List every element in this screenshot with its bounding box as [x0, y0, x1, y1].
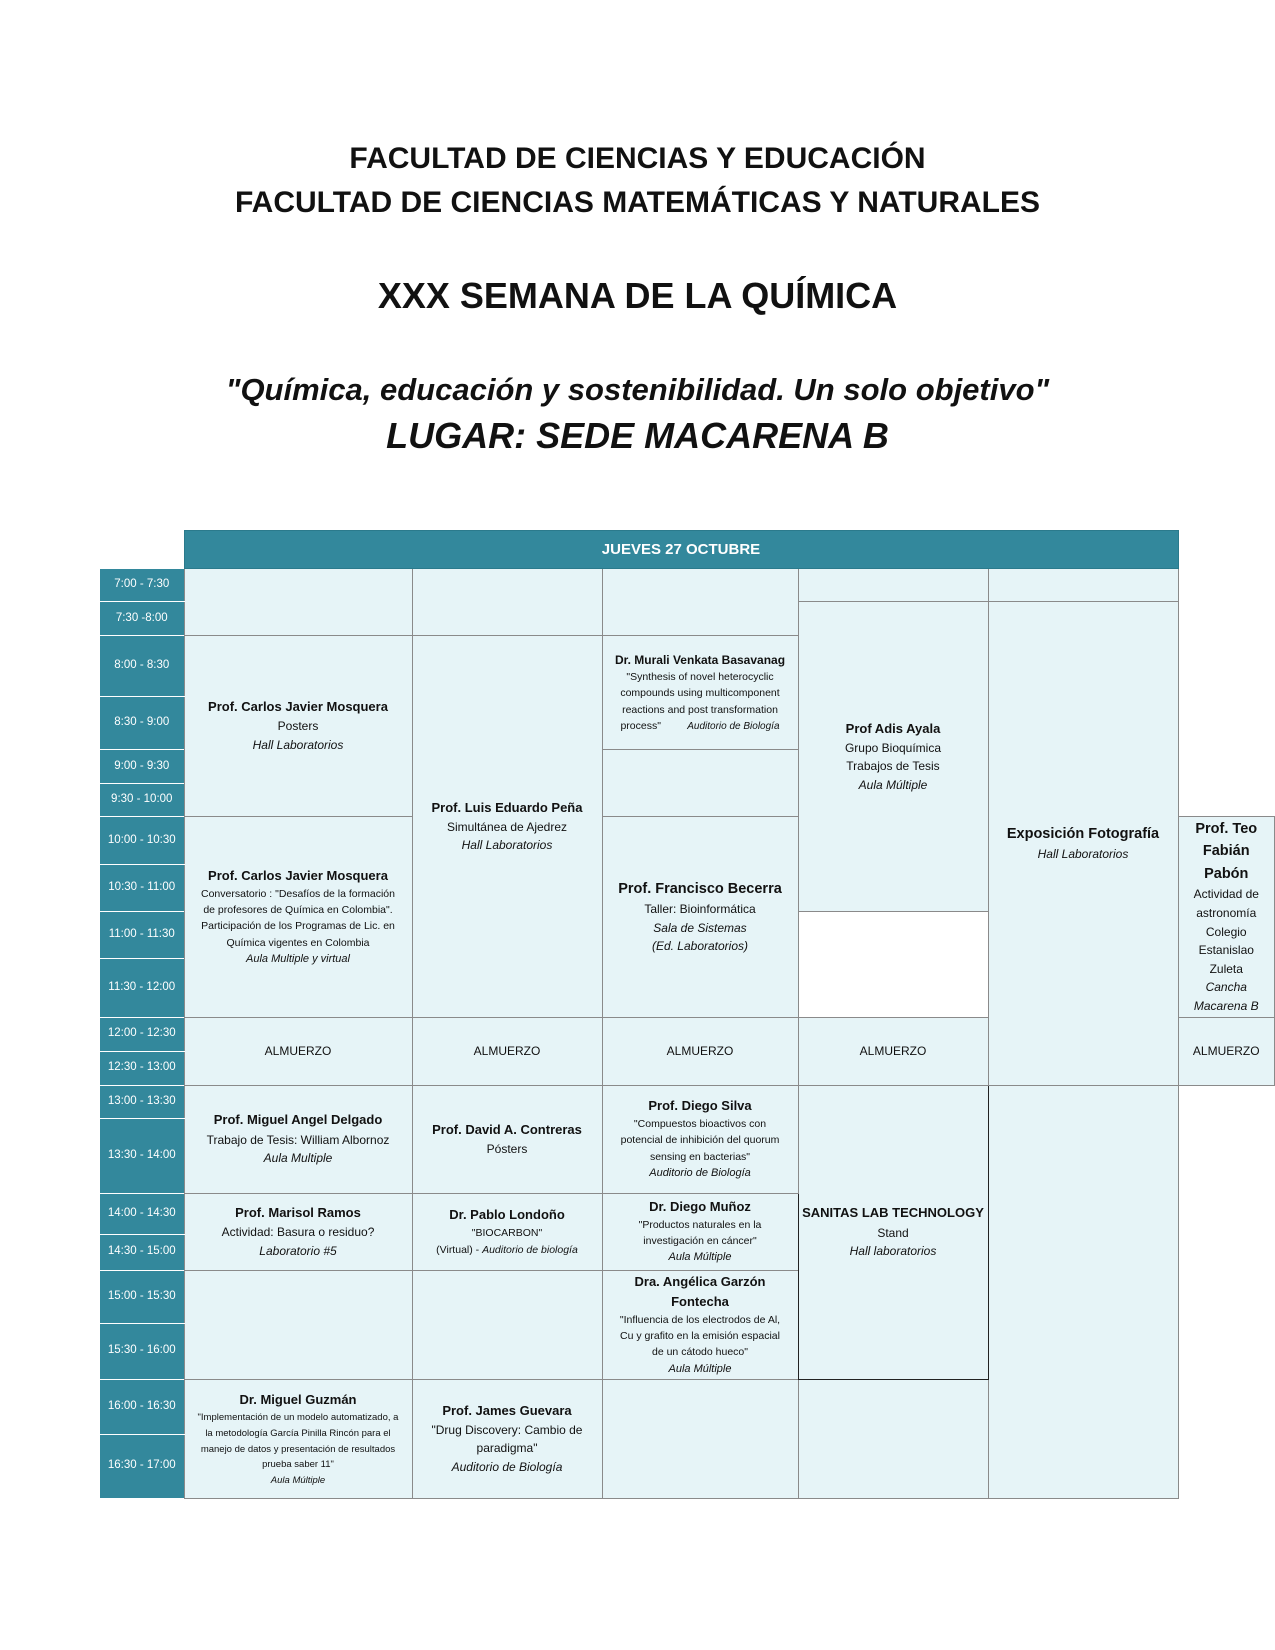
event-speaker: Prof. Marisol Ramos [235, 1204, 361, 1220]
time-slot: 12:00 - 12:30 [100, 1017, 184, 1051]
time-slot: 8:30 - 9:00 [100, 697, 184, 750]
event-detail: Química vigentes en Colombia [226, 936, 370, 949]
event-contreras [412, 1085, 602, 1193]
event-speaker: Prof. Francisco Becerra [618, 880, 782, 897]
event-guzman [184, 1379, 412, 1498]
event-location: Auditorio de Biología [687, 720, 780, 732]
empty-cell [988, 1085, 1178, 1498]
event-title: Exposición Fotografía [1006, 825, 1160, 842]
time-slot: 12:30 - 13:00 [100, 1051, 184, 1085]
day-header: JUEVES 27 OCTUBRE [184, 531, 1178, 569]
event-location: Aula Múltiple [668, 1362, 732, 1375]
event-detail: Taller: Bioinformática [644, 902, 756, 917]
event-detail: "Drug Discovery: Cambio de [431, 1422, 583, 1437]
faculty-title-2: FACULTAD DE CIENCIAS MATEMÁTICAS Y NATURALES [234, 186, 1040, 219]
event-location: Auditorio de Biología [649, 1167, 751, 1179]
empty-cell [602, 1379, 798, 1498]
event-guevara [412, 1379, 602, 1498]
event-sanitas [798, 1085, 988, 1379]
event-speaker: Prof. Miguel Angel Delgado [213, 1112, 383, 1128]
event-garzon [602, 1270, 798, 1379]
event-location: Aula Multiple [263, 1151, 333, 1166]
event-location: Auditorio de biología [482, 1243, 578, 1256]
event-speaker: Prof. Carlos Javier Mosquera [208, 699, 388, 715]
time-slot: 14:30 - 15:00 [100, 1234, 184, 1270]
event-speaker: Prof. David A. Contreras [432, 1121, 582, 1137]
time-slot: 15:00 - 15:30 [100, 1270, 184, 1323]
time-slot: 14:00 - 14:30 [100, 1193, 184, 1234]
event-location: Auditorio de Biología [451, 1460, 563, 1475]
time-slot: 9:00 - 9:30 [100, 750, 184, 784]
event-speaker: Dr. Pablo Londoño [449, 1207, 565, 1223]
event-location: Cancha Macarena B [1193, 980, 1259, 1013]
event-speaker: Prof. James Guevara [442, 1402, 572, 1418]
event-speaker: Dr. Miguel Guzmán [239, 1391, 357, 1407]
event-detail: Participación de los Programas de Lic. en [201, 920, 395, 933]
empty-cell [602, 569, 798, 636]
event-location: Hall Laboratorios [461, 838, 553, 853]
event-location: Hall laboratorios [849, 1244, 937, 1259]
schedule-table [100, 530, 1275, 1499]
event-ramos [184, 1193, 412, 1270]
event-location: Aula Múltiple [858, 778, 928, 793]
event-speaker: Dr. Murali Venkata Basavanag [614, 652, 786, 667]
event-speaker: Dra. Angélica Garzón Fontecha [634, 1273, 766, 1309]
empty-cell [184, 569, 412, 636]
time-slot: 13:30 - 14:00 [100, 1118, 184, 1193]
event-expo [988, 602, 1178, 1086]
event-londono [412, 1193, 602, 1270]
event-detail: la metodología García Pinilla Rincón para el [205, 1427, 391, 1439]
schedule-header-row [100, 531, 1275, 569]
event-location: Sala de Sistemas [653, 920, 747, 935]
time-slot: 7:30 -8:00 [100, 602, 184, 636]
time-slot: 8:00 - 8:30 [100, 636, 184, 697]
time-slot: 10:00 - 10:30 [100, 817, 184, 865]
event-detail: Colegio Estanislao Zuleta [1198, 924, 1254, 976]
lunch-cell: ALMUERZO [602, 1017, 798, 1085]
event-location: Laboratorio #5 [259, 1243, 337, 1258]
event-detail: Simultánea de Ajedrez [446, 819, 568, 834]
event-speaker: Dr. Diego Muñoz [649, 1198, 751, 1214]
event-location: Aula Múltiple [270, 1474, 326, 1486]
event-motto: "Química, educación y sostenibilidad. Un solo objetivo" [225, 372, 1050, 407]
time-slot: 15:30 - 16:00 [100, 1323, 184, 1379]
event-detail: Posters [277, 719, 319, 734]
event-detail: sensing en bacterias" [649, 1150, 751, 1163]
faculty-title-1: FACULTAD DE CIENCIAS Y EDUCACIÓN [349, 142, 926, 175]
event-speaker: Prof. Luis Eduardo Peña [431, 799, 583, 815]
event-speaker: Prof. Teo Fabián Pabón [1195, 821, 1258, 882]
event-detail: investigación en cáncer" [643, 1235, 757, 1248]
event-detail: "Productos naturales en la [638, 1218, 762, 1231]
event-speaker: Prof. Carlos Javier Mosquera [208, 867, 388, 883]
event-title: XXX SEMANA DE LA QUÍMICA [377, 275, 898, 316]
event-detail: Actividad de astronomía [1193, 887, 1259, 920]
time-slot: 11:00 - 11:30 [100, 912, 184, 959]
event-pena [412, 636, 602, 1018]
time-slot: 9:30 - 10:00 [100, 784, 184, 817]
event-detail: "Compuestos bioactivos con [633, 1118, 767, 1131]
lunch-cell: ALMUERZO [184, 1017, 412, 1085]
event-mosquera-posters [184, 636, 412, 817]
empty-cell [798, 1379, 988, 1498]
event-detail: process" [620, 719, 661, 732]
empty-cell [798, 569, 988, 602]
event-location: (Ed. Laboratorios) [651, 939, 749, 954]
event-detail: Cu y grafito en la emisión espacial [620, 1330, 780, 1343]
corner-cell [100, 531, 184, 569]
event-detail: prueba saber 11" [262, 1459, 334, 1471]
event-detail: Trabajo de Tesis: William Albornoz [206, 1132, 390, 1147]
event-location: Aula Múltiple [668, 1251, 732, 1264]
event-munoz [602, 1193, 798, 1270]
event-becerra [602, 817, 798, 1018]
time-slot: 13:00 - 13:30 [100, 1085, 184, 1118]
time-slot: 11:30 - 12:00 [100, 959, 184, 1017]
event-location: Hall Laboratorios [1037, 847, 1129, 862]
event-detail: "BIOCARBON" [471, 1227, 543, 1240]
event-location: Hall Laboratorios [252, 738, 344, 753]
event-murali [602, 636, 798, 750]
event-detail: Trabajos de Tesis [846, 759, 940, 774]
event-detail: (Virtual) - [436, 1243, 480, 1256]
event-ayala [798, 602, 988, 912]
event-silva [602, 1085, 798, 1193]
event-detail: reactions and post transformation [622, 703, 778, 716]
event-delgado [184, 1085, 412, 1193]
event-title: SANITAS LAB TECHNOLOGY [802, 1205, 984, 1221]
event-mosquera-conversatorio [184, 817, 412, 1018]
event-detail: Grupo Bioquímica [844, 740, 942, 755]
event-location: Aula Multiple y virtual [246, 952, 350, 965]
time-slot: 10:30 - 11:00 [100, 865, 184, 912]
lunch-cell: ALMUERZO [1178, 1017, 1275, 1085]
event-detail: "Synthesis of novel heterocyclic [626, 671, 774, 684]
event-detail: "Implementación de un modelo automatizado, a [197, 1412, 399, 1424]
event-detail: de un cátodo hueco" [652, 1346, 748, 1359]
empty-cell [412, 1270, 602, 1379]
event-detail: paradigma" [476, 1441, 538, 1456]
event-detail: compounds using multicomponent [620, 687, 780, 700]
empty-cell [412, 569, 602, 636]
time-slot: 16:30 - 17:00 [100, 1434, 184, 1498]
empty-cell [988, 569, 1178, 602]
event-detail: manejo de datos y presentación de resultados [200, 1443, 396, 1455]
event-detail: Actividad: Basura o residuo? [221, 1225, 375, 1240]
event-detail: Conversatorio : "Desafíos de la formación [201, 887, 395, 900]
lunch-cell: ALMUERZO [412, 1017, 602, 1085]
event-detail: Pósters [486, 1141, 528, 1156]
empty-cell [602, 750, 798, 817]
event-speaker: Prof Adis Ayala [845, 720, 941, 736]
time-slot: 16:00 - 16:30 [100, 1379, 184, 1434]
event-pabon [1178, 817, 1275, 1018]
empty-cell [184, 1270, 412, 1379]
event-detail: potencial de inhibición del quorum [620, 1134, 780, 1147]
event-detail: de profesores de Química en Colombia". [203, 904, 393, 917]
lunch-cell: ALMUERZO [798, 1017, 988, 1085]
event-detail: Stand [877, 1225, 909, 1240]
time-slot: 7:00 - 7:30 [100, 569, 184, 602]
event-speaker: Prof. Diego Silva [648, 1098, 752, 1114]
event-place: LUGAR: SEDE MACARENA B [386, 415, 889, 456]
event-detail: "Influencia de los electrodos de Al, [619, 1313, 781, 1326]
